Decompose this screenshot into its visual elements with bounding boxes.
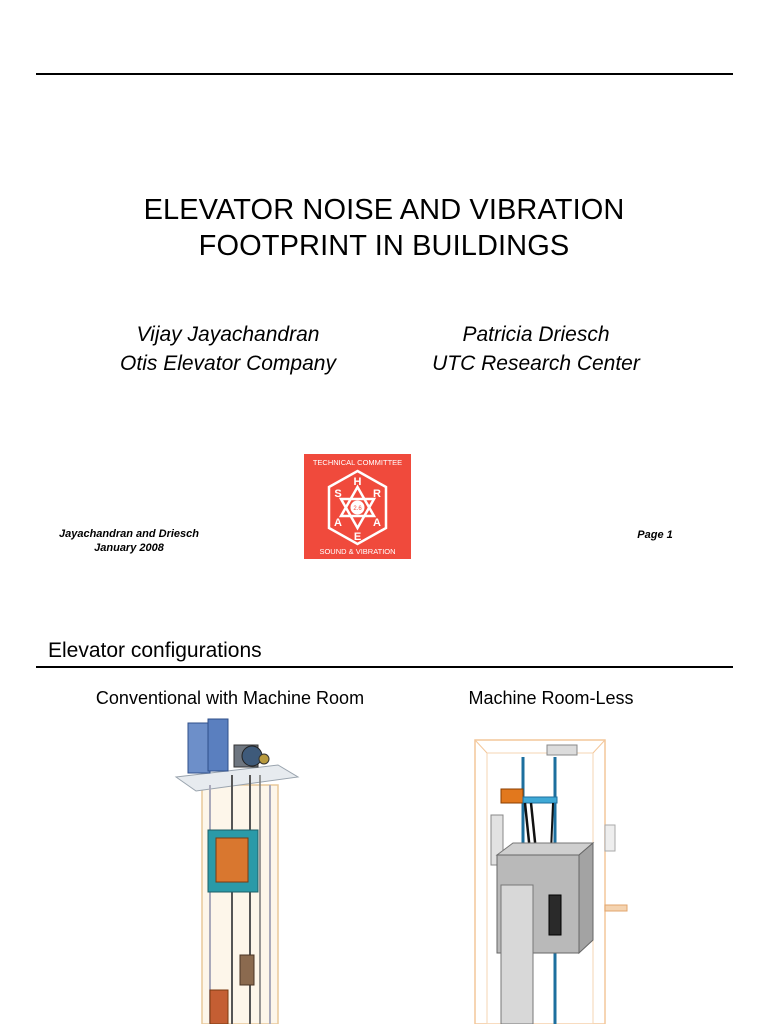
logo-center-text: 2.6 (353, 506, 362, 512)
conventional-elevator-diagram (170, 715, 310, 1024)
mrl-car-side (579, 843, 593, 953)
slide2-title: Elevator configurations (48, 639, 262, 662)
logo-bottom-text: SOUND & VIBRATION (319, 547, 396, 556)
counterweight (240, 955, 254, 985)
mrl-elevator-diagram (465, 735, 635, 1024)
author-left (68, 320, 388, 378)
mrl-side-panel (605, 825, 615, 851)
title-line-2: FOOTPRINT IN BUILDINGS (198, 230, 570, 262)
logo-letter-r: R (373, 488, 381, 500)
footer-credits (44, 527, 214, 555)
mrl-top-hitch (547, 745, 577, 755)
title-line-1: ELEVATOR NOISE AND VIBRATION (143, 194, 625, 226)
author-left-org: Otis Elevator Company (120, 352, 336, 375)
ashrae-logo (304, 454, 411, 559)
footer-date: January 2008 (94, 542, 164, 554)
control-cabinet-2 (208, 719, 228, 771)
sheave (242, 746, 262, 766)
logo-letter-h: H (353, 476, 362, 488)
caption-conventional: Conventional with Machine Room (95, 688, 365, 708)
mrl-car-roof (497, 843, 593, 855)
slide-title (0, 192, 768, 264)
author-left-name: Vijay Jayachandran (136, 323, 320, 346)
brake (259, 754, 269, 764)
page-number: Page 1 (637, 529, 673, 541)
mrl-car-door (501, 885, 533, 1024)
mrl-landing-sill (605, 905, 627, 911)
mrl-corner-1 (475, 740, 487, 753)
mrl-corner-2 (593, 740, 605, 753)
footer-authors: Jayachandran and Driesch (58, 528, 199, 540)
hoistway (202, 785, 278, 1024)
caption-mrl: Machine Room-Less (468, 688, 634, 708)
author-right-org: UTC Research Center (432, 352, 640, 375)
control-cabinet-1 (188, 723, 210, 773)
landing-door (210, 990, 228, 1024)
logo-letter-e: E (353, 531, 362, 543)
logo-letter-s: S (334, 488, 342, 500)
logo-letter-a-left: A (334, 517, 342, 529)
car-door (216, 838, 248, 882)
slide2-rule (36, 666, 733, 668)
logo-top-text: TECHNICAL COMMITTEE (312, 458, 403, 467)
configurations-slide (0, 610, 768, 1024)
mrl-counterweight (549, 895, 561, 935)
top-rule (36, 73, 733, 75)
mrl-bedplate (523, 797, 557, 803)
logo-letter-a-right: A (373, 517, 381, 529)
author-right (376, 320, 696, 378)
mrl-machine (501, 789, 523, 803)
author-right-name: Patricia Driesch (462, 323, 610, 346)
